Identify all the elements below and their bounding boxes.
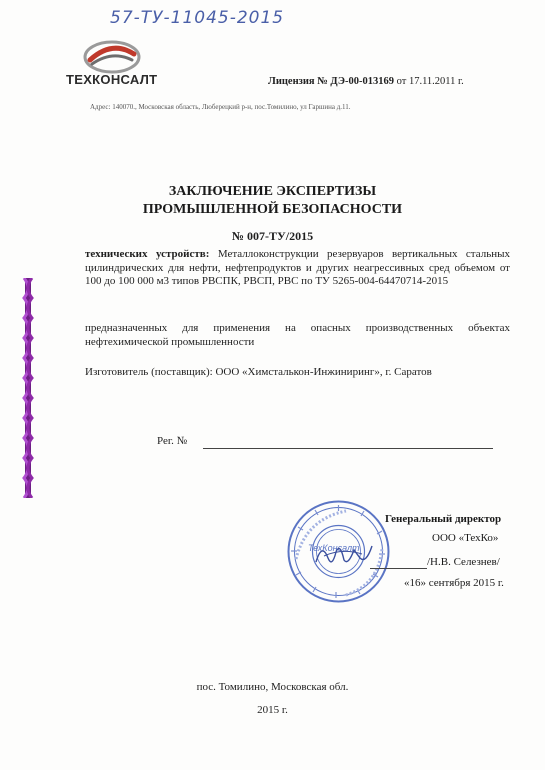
signer-position: Генеральный директор: [385, 513, 502, 525]
signature-date: «16» сентября 2015 г.: [404, 577, 504, 589]
license-date: от 17.11.2011 г.: [396, 76, 464, 87]
footer-location: пос. Томилино, Московская обл.: [196, 681, 349, 693]
footer-year: 2015 г.: [257, 704, 288, 716]
document-title: [0, 183, 545, 219]
handwritten-registry-note: 57-ТУ-11045-2015: [110, 8, 285, 28]
purpose-paragraph: предназначенных для применения на опасных производственных объектах нефтехимической промышленности: [85, 322, 510, 348]
license-number: Лицензия № ДЭ-00-013169: [268, 76, 394, 87]
stamp-center-text: ТехКонсалт: [308, 543, 360, 553]
license-line: [268, 76, 464, 87]
signature-line: [370, 568, 427, 569]
company-address: Адрес: 140070., Московская область, Люберецкий р-н, пос.Томилино, ул Гаршина д.11.: [90, 103, 351, 111]
title-line-1: ЗАКЛЮЧЕНИЕ ЭКСПЕРТИЗЫ: [168, 184, 377, 199]
company-logo-icon: [82, 38, 142, 76]
reg-label: Рег. №: [157, 435, 188, 447]
devices-text: Металлоконструкции резервуаров вертикальных стальных цилиндрических для нефти, нефтепродуктов и других неагрессивных сред объемом от 100 до 100 000 м3 типов РВСПК, РВСП, РВС по ТУ 5265-004-64470714-2015: [85, 248, 510, 287]
signer-organization: ООО «ТехКо»: [432, 532, 499, 544]
devices-label: технических устройств:: [85, 248, 210, 260]
reg-number-line: [203, 448, 493, 449]
devices-paragraph: [85, 248, 510, 289]
manufacturer-paragraph: Изготовитель (поставщик): ООО «Химсталькон-Инжиниринг», г. Саратов: [85, 366, 432, 378]
signer-name: /Н.В. Селезнев/: [427, 556, 500, 568]
title-line-2: ПРОМЫШЛЕННОЙ БЕЗОПАСНОСТИ: [142, 202, 403, 217]
company-name: ТЕХКОНСАЛТ: [66, 72, 158, 87]
document-number: № 007-ТУ/2015: [231, 229, 314, 243]
binding-cord-icon: [14, 278, 42, 498]
handwritten-signature-icon: [312, 538, 374, 570]
